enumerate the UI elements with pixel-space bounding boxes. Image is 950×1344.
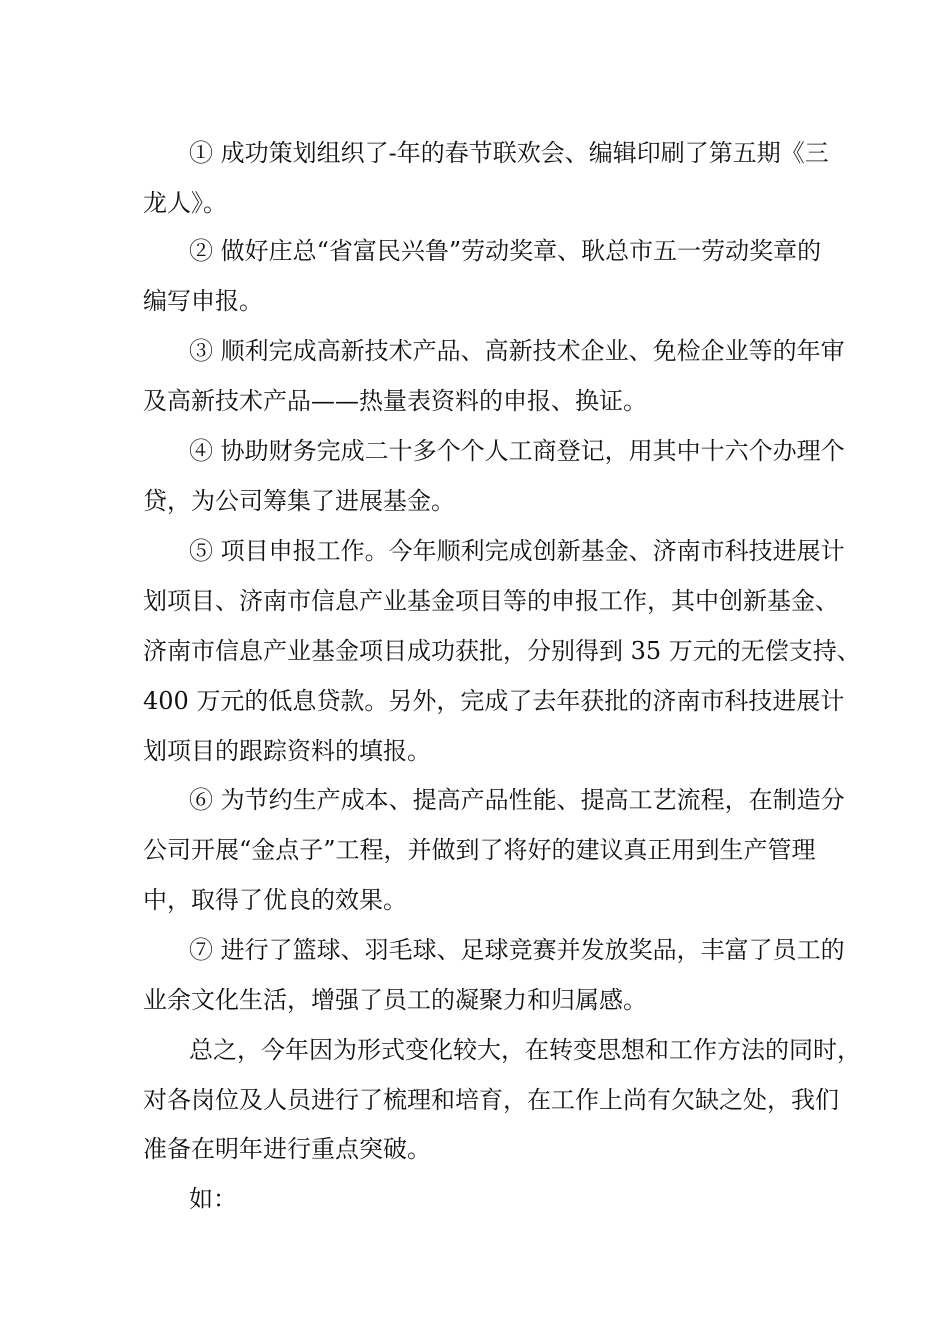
paragraph-item-7-line-2: 业余文化生活，增强了员工的凝聚力和归属感。: [143, 986, 647, 1014]
paragraph-item-5-line-3: 济南市信息产业基金项目成功获批，分别得到 35 万元的无偿支持、: [143, 637, 861, 665]
paragraph-summary-line-1: 总之，今年因为形式变化较大，在转变思想和工作方法的同时，: [189, 1036, 861, 1064]
paragraph-item-1-line-1: ① 成功策划组织了-年的春节联欢会、编辑印刷了第五期《三: [189, 139, 829, 167]
paragraph-item-5-line-5: 划项目的跟踪资料的填报。: [143, 737, 431, 765]
paragraph-item-4-line-2: 贷，为公司筹集了进展基金。: [143, 487, 455, 515]
paragraph-item-3-line-2: 及高新技术产品——热量表资料的申报、换证。: [143, 387, 647, 415]
paragraph-item-5-line-1: ⑤ 项目申报工作。今年顺利完成创新基金、济南市科技进展计: [189, 537, 845, 565]
paragraph-summary-line-2: 对各岗位及人员进行了梳理和培育，在工作上尚有欠缺之处，我们: [143, 1086, 839, 1114]
paragraph-item-6-line-1: ⑥ 为节约生产成本、提高产品性能、提高工艺流程，在制造分: [189, 786, 845, 814]
paragraph-item-7-line-1: ⑦ 进行了篮球、羽毛球、足球竞赛并发放奖品，丰富了员工的: [189, 936, 845, 964]
paragraph-item-3-line-1: ③ 顺利完成高新技术产品、高新技术企业、免检企业等的年审: [189, 337, 845, 365]
paragraph-item-6-line-2: 公司开展“金点子”工程，并做到了将好的建议真正用到生产管理: [143, 836, 816, 864]
paragraph-item-2-line-2: 编写申报。: [143, 287, 263, 315]
paragraph-item-2-line-1: ② 做好庄总“省富民兴鲁”劳动奖章、耿总市五一劳动奖章的: [189, 237, 822, 265]
paragraph-item-5-line-4: 400 万元的低息贷款。另外，完成了去年获批的济南市科技进展计: [143, 687, 845, 715]
paragraph-item-4-line-1: ④ 协助财务完成二十多个个人工商登记，用其中十六个办理个: [189, 437, 845, 465]
paragraph-item-1-line-2: 龙人》。: [143, 189, 227, 217]
paragraph-item-6-line-3: 中，取得了优良的效果。: [143, 886, 407, 914]
paragraph-closing-line-1: 如：: [189, 1185, 237, 1213]
paragraph-item-5-line-2: 划项目、济南市信息产业基金项目等的申报工作，其中创新基金、: [143, 587, 839, 615]
paragraph-summary-line-3: 准备在明年进行重点突破。: [143, 1135, 431, 1163]
